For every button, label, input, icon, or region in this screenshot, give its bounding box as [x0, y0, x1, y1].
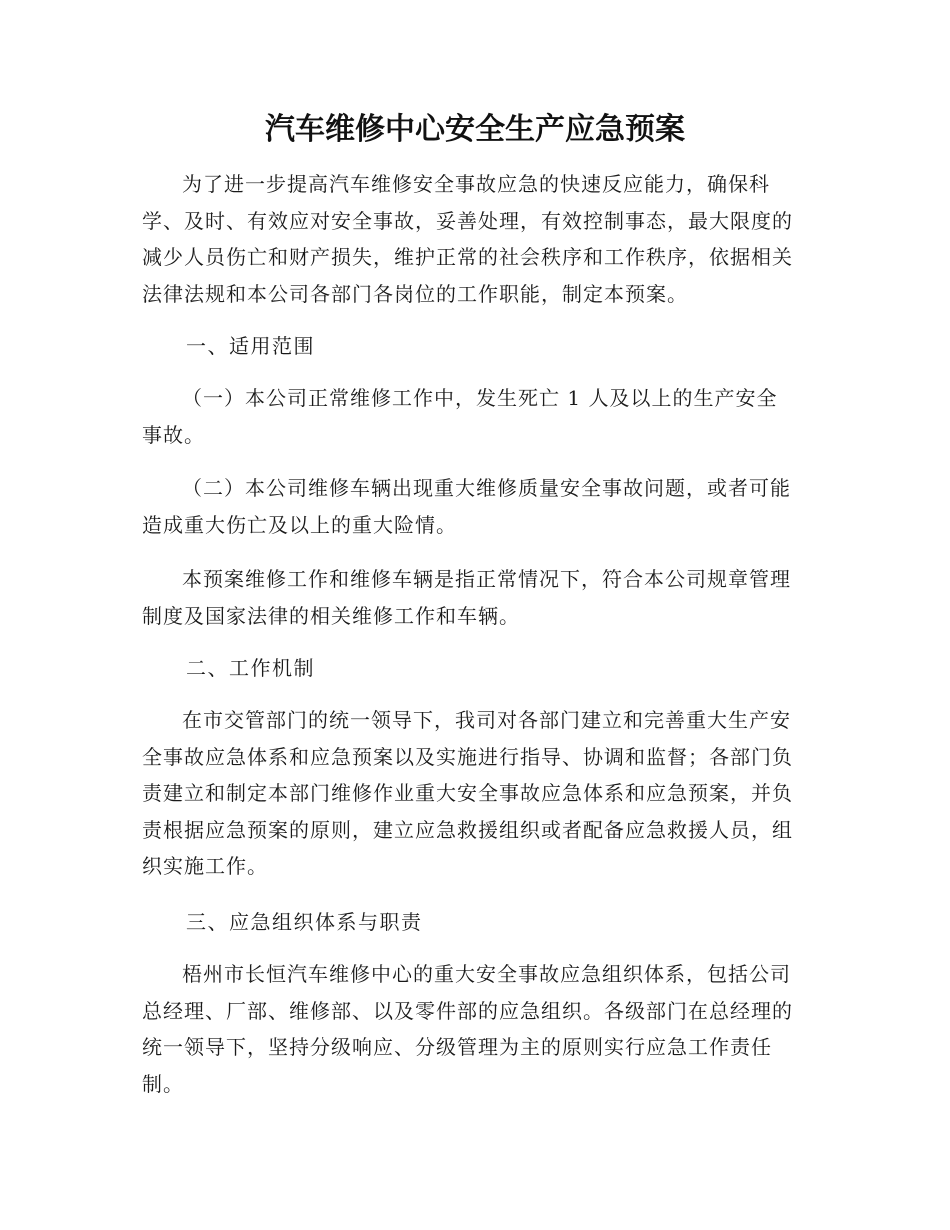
scope-note-paragraph: 本预案维修工作和维修车辆是指正常情况下，符合本公司规章管理制度及国家法律的相关维修工作和车辆。: [142, 567, 791, 628]
section-heading-mechanism: 二、工作机制: [186, 656, 315, 680]
section-heading-scope: 一、适用范围: [186, 334, 315, 358]
scope-item-2: （二）本公司维修车辆出现重大维修质量安全事故问题，或者可能造成重大伤亡及以上的重大险情。: [142, 476, 791, 537]
document-title: 汽车维修中心安全生产应急预案: [265, 112, 685, 147]
intro-paragraph: 为了进一步提高汽车维修安全事故应急的快速反应能力，确保科学、及时、有效应对安全事故，妥善处理，有效控制事态，最大限度的减少人员伤亡和财产损失，维护正常的社会秩序和工作秩序，依据相关法律法规和本公司各部门各岗位的工作职能，制定本预案。: [142, 172, 793, 306]
section-heading-organization: 三、应急组织体系与职责: [186, 910, 423, 934]
scope-item-1: （一）本公司正常维修工作中，发生死亡 1 人及以上的生产安全事故。: [142, 386, 778, 447]
mechanism-paragraph: 在市交管部门的统一领导下，我司对各部门建立和完善重大生产安全事故应急体系和应急预案以及实施进行指导、协调和监督；各部门负责建立和制定本部门维修作业重大安全事故应急体系和应急预案，并负责根据应急预案的原则，建立应急救援组织或者配备应急救援人员，组织实施工作。: [142, 708, 793, 878]
organization-paragraph: 梧州市长恒汽车维修中心的重大安全事故应急组织体系，包括公司总经理、厂部、维修部、以及零件部的应急组织。各级部门在总经理的统一领导下，坚持分级响应、分级管理为主的原则实行应急工作责任制。: [142, 962, 793, 1096]
